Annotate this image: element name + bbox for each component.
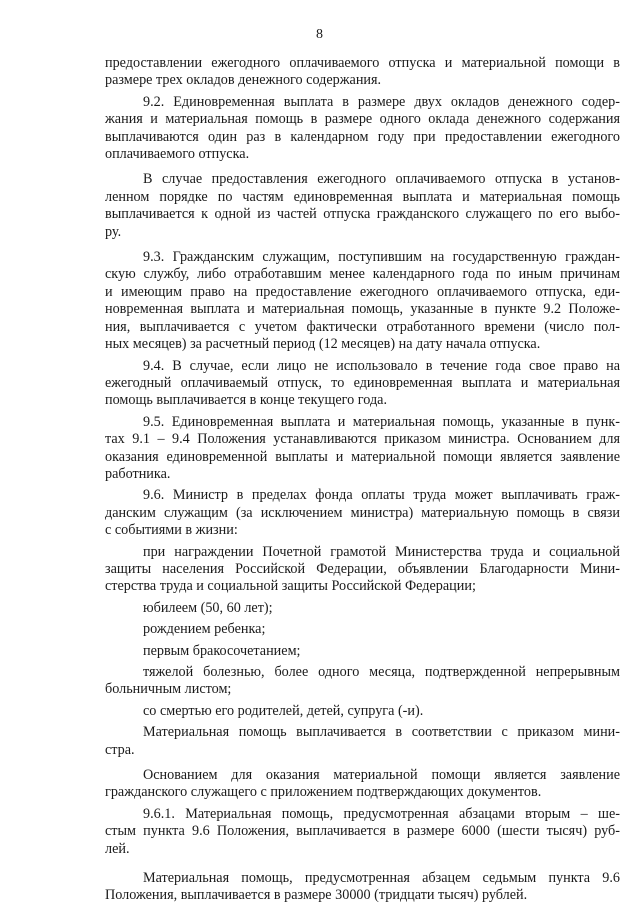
paragraph: [105, 724, 620, 759]
text-line: 9.6. Министр в пределах фонда оплаты труда может выплачивать граж-: [143, 487, 620, 504]
text-line: первым бракосочетанием;: [143, 642, 301, 659]
paragraph: [105, 643, 620, 660]
text-line: оказания единовременной выплаты и материальной помощи является заявление: [105, 448, 620, 465]
paragraph: [105, 621, 620, 638]
text-line: выплачивается к одной из частей отпуска гражданского служащего по его выбо-: [105, 206, 620, 223]
text-line: Материальная помощь, предусмотренная абзацем седьмым пункта 9.6: [143, 870, 620, 887]
text-line: юбилеем (50, 60 лет);: [143, 599, 273, 616]
paragraph: [105, 358, 620, 410]
text-line: при награждении Почетной грамотой Министерства труда и социальной: [143, 543, 620, 560]
text-line: 9.5. Единовременная выплата и материальная помощь, указанные в пунк-: [143, 413, 620, 430]
text-line: предоставлении ежегодного оплачиваемого отпуска и материальной помощи в: [105, 55, 620, 71]
text-line: с событиями в жизни:: [105, 522, 238, 539]
text-line: скую службу, либо отработавшим менее календарного года по иным причинам: [105, 266, 620, 283]
text-line: стым пункта 9.6 Положения, выплачивается в размере 6000 (шести тысяч) руб-: [105, 823, 620, 840]
text-line: помощь выплачивается в конце текущего года.: [105, 392, 388, 409]
text-line: лей.: [105, 840, 130, 857]
paragraph: [105, 55, 620, 90]
text-line: 9.2. Единовременная выплата в размере двух окладов денежного содер-: [143, 93, 620, 110]
text-line: ежегодный оплачиваемый отпуск, то единовременная выплата и материальная: [105, 374, 620, 391]
text-line: размере трех окладов денежного содержания.: [105, 72, 382, 89]
text-line: новременная выплата и материальная помощь, указанные в пункте 9.2 Положе-: [105, 301, 620, 318]
document-body: [105, 55, 620, 909]
text-line: оплачиваемого отпуска.: [105, 146, 250, 163]
text-line: стра.: [105, 741, 135, 758]
paragraph: [105, 703, 620, 720]
paragraph: [105, 870, 620, 905]
paragraph: [105, 414, 620, 484]
text-line: стерства труда и социальной защиты Российской Федерации;: [105, 578, 476, 595]
text-line: гражданского служащего с приложением подтверждающих документов.: [105, 784, 542, 801]
paragraph: [105, 544, 620, 596]
paragraph: [105, 249, 620, 353]
text-line: рождением ребенка;: [143, 621, 266, 638]
text-line: больничным листом;: [105, 681, 232, 698]
text-line: 9.3. Гражданским служащим, поступившим на государственную граждан-: [143, 249, 620, 266]
text-line: ния, выплачивается с учетом фактически отработанного времени (число пол-: [105, 318, 620, 335]
paragraph: [105, 487, 620, 539]
text-line: ленном порядке по частям единовременная выплата и материальная помощь: [105, 188, 620, 205]
text-line: Материальная помощь выплачивается в соответствии с приказом мини-: [143, 724, 620, 741]
paragraph: [105, 806, 620, 858]
paragraph: [105, 171, 620, 241]
text-line: Основанием для оказания материальной помощи является заявление: [143, 767, 620, 784]
text-line: ру.: [105, 223, 122, 240]
paragraph: [105, 600, 620, 617]
text-line: выплачиваются один раз в календарном году при предоставлении ежегодного: [105, 128, 620, 145]
text-line: 9.6.1. Материальная помощь, предусмотренная абзацами вторым – ше-: [143, 805, 620, 822]
text-line: жания и материальная помощь в размере одного оклада денежного содержания: [105, 111, 620, 128]
text-line: защиты населения Российской Федерации, объявлении Благодарности Мини-: [105, 560, 620, 577]
text-line: тяжелой болезнью, более одного месяца, подтвержденной непрерывным: [143, 664, 620, 680]
paragraph: [105, 767, 620, 802]
text-line: Положения, выплачивается в размере 30000 (тридцати тысяч) рублей.: [105, 887, 528, 904]
text-line: 9.4. В случае, если лицо не использовало в течение года свое право на: [143, 357, 620, 374]
page-number: 8: [316, 27, 323, 42]
text-line: ных месяцев) за расчетный период (12 месяцев) на дату начала отпуска.: [105, 336, 541, 353]
text-line: тах 9.1 – 9.4 Положения устанавливаются приказом министра. Основанием для: [105, 431, 620, 448]
text-line: В случае предоставления ежегодного оплачиваемого отпуска в установ-: [143, 171, 620, 188]
text-line: со смертью его родителей, детей, супруга (-и).: [143, 702, 424, 719]
paragraph: [105, 664, 620, 699]
text-line: данским служащим (за исключением министра) материальную помощь в связи: [105, 504, 620, 521]
paragraph: [105, 94, 620, 164]
text-line: работника.: [105, 465, 171, 482]
text-line: и имеющим право на предоставление ежегодного оплачиваемого отпуска, еди-: [105, 283, 620, 300]
